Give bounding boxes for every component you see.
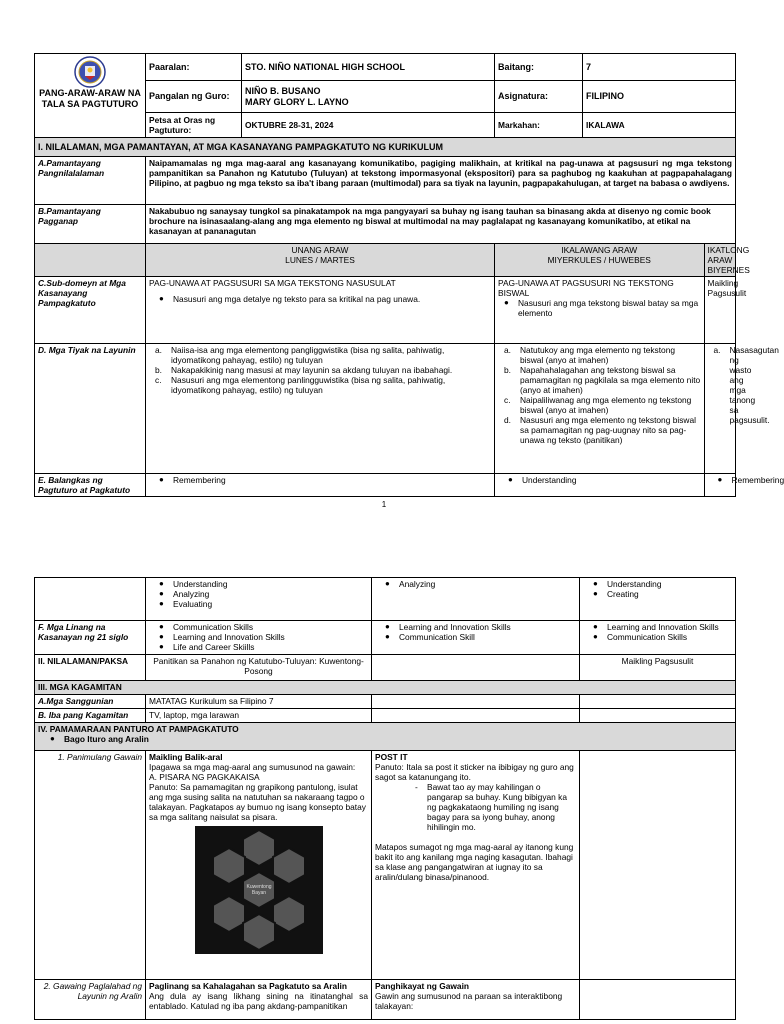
hex-center-label-1: Kuwentong <box>245 884 272 890</box>
d-row-inner <box>495 344 779 473</box>
objective-letter: b. <box>504 365 511 375</box>
d-row-day2 <box>495 344 704 473</box>
list-item: ● Remembering <box>732 475 733 485</box>
paaralan-value: STO. NIÑO NATIONAL HIGH SCHOOL <box>242 54 495 81</box>
panimulang-gawain-day2 <box>372 751 580 980</box>
balik-aral-title: Maikling Balik-aral <box>149 752 223 762</box>
bullet-list <box>583 622 732 642</box>
c-row-day3: Maikling Pagsusulit <box>707 278 747 298</box>
panimulang-gawain-day3 <box>580 751 736 980</box>
objective-text: Naipaliliwanag ang mga elemento ng tekstong biswal (anyo at imahen) <box>520 395 692 415</box>
objective-item <box>504 365 701 395</box>
objective-text: Nakapakikinig nang masusi at may layunin sa akdang tuluyan na ibabahagi. <box>171 365 453 375</box>
list-item: ● Analyzing <box>173 589 368 599</box>
pamantayang-pangnilalaman-label: A.Pamantayang Pangnilalalaman <box>35 157 146 205</box>
c-row-day2-3 <box>495 277 747 344</box>
post-it-question: - Bawat tao ay may kahilingan o pangarap sa buhay. Kung bibigyan ka ng pagkakataong humiling ng isang bagay para sa iyong buhay, anong hihilingin mo. <box>375 782 576 832</box>
objective-letter: c. <box>504 395 511 405</box>
objective-text: Nasusuri ang mga elementong panlingguwistika (bisa ng salita, pahiwatig, idyomatikong pahayag, estilo) ng tuluyan <box>171 375 446 395</box>
cont-row-day2 <box>372 578 580 621</box>
e-row-inner <box>495 474 784 496</box>
paaralan-label: Paaralan: <box>146 54 242 81</box>
list-item: ● Learning and Innovation Skills <box>173 632 368 642</box>
objective-item <box>504 415 701 445</box>
cont-row-day1 <box>146 578 372 621</box>
page-title: PANG-ARAW-ARAW NA TALA SA PAGTUTURO <box>39 88 141 109</box>
gawaing-paglalahad-day2 <box>372 980 580 1020</box>
bullet-list <box>375 622 576 642</box>
e-row-day2-3 <box>495 474 784 497</box>
guro-label: Pangalan ng Guro: <box>146 81 242 113</box>
objective-text: Nasusuri ang mga elemento ng tekstong biswal sa pamamagitan ng pag-uugnay nito sa pag-unawa ng teksto (panitikan) <box>520 415 696 445</box>
page-number: 1 <box>381 500 387 509</box>
d-row-label: D. Mga Tiyak na Layunin <box>35 344 146 474</box>
list-item: ● Communication Skills <box>607 632 732 642</box>
day-2-title: IKALAWANG ARAW <box>561 245 638 255</box>
guro-name-1: NIÑO B. BUSANO <box>245 85 321 96</box>
post-it-instruction: Panuto: Itala sa post it sticker na ibibigay ng guro ang sagot sa katanungang ito. <box>375 762 574 782</box>
list-item: ● Remembering <box>173 475 491 485</box>
sanggunian-label: A.Mga Sanggunian <box>35 695 146 709</box>
gawaing-paglalahad-label: 2. Gawaing Paglalahad ng Layunin ng Aralin <box>35 980 146 1020</box>
objective-item <box>155 375 491 395</box>
guro-name-2: MARY GLORY L. LAYNO <box>245 96 349 107</box>
cont-row-label <box>35 578 146 621</box>
baitang-label: Baitang: <box>495 54 583 81</box>
kagamitan-label: B. Iba pang Kagamitan <box>35 709 146 723</box>
guro-value <box>242 81 495 113</box>
day-3-header <box>704 244 750 276</box>
paglinang-title: Paglinang sa Kahalagahan sa Pagkatuto sa Aralin <box>149 981 347 991</box>
list-item: ● Nasusuri ang mga detalye ng teksto para sa kritikal na pag unawa. <box>173 294 491 304</box>
list-item: ● Evaluating <box>173 599 368 609</box>
cont-row-day3 <box>580 578 736 621</box>
c-row-day2-title: PAG-UNAWA AT PAGSUSURI NG TEKSTONG BISWAL <box>498 278 674 298</box>
objective-letter: b. <box>155 365 162 375</box>
objective-text: Natutukoy ang mga elemento ng tekstong biswal (anyo at imahen) <box>520 345 676 365</box>
list-item: ● Communication Skills <box>173 622 368 632</box>
f-row-label: F. Mga Linang na Kasanayan ng 21 siglo <box>35 621 146 655</box>
d-row-day2-list <box>498 345 701 445</box>
c-row-day1-list <box>149 294 491 304</box>
petsa-label: Petsa at Oras ng Pagtuturo: <box>146 113 242 138</box>
objective-item <box>504 345 701 365</box>
objective-text: Naiisa-isa ang mga elementong pangliggwistika (bisa ng salita, pahiwatig, idyomatikong pahayag, estilo) ng tuluyan <box>171 345 445 365</box>
kagamitan-day3 <box>580 709 736 723</box>
hex-center-label-2: Bayan <box>251 890 266 896</box>
section-1-title: I. NILALAMAN, MGA PAMANTAYAN, AT MGA KASANAYANG PAMPAGKATUTO NG KURIKULUM <box>35 138 736 157</box>
section-3-title: III. MGA KAGAMITAN <box>35 681 736 695</box>
header-title-cell <box>35 54 146 138</box>
list-item: ● Learning and Innovation Skills <box>399 622 576 632</box>
balik-aral-instruction: Ipagawa sa mga mag-aaral ang sumusunod na gawain: <box>149 762 356 772</box>
kagamitan-value: TV, laptop, mga larawan <box>146 709 372 723</box>
post-it-title: POST IT <box>375 752 408 762</box>
panghikayat-title: Panghikayat ng Gawain <box>375 981 470 991</box>
panimulang-gawain-day1 <box>146 751 372 980</box>
c-row-inner <box>495 277 747 343</box>
paglinang-text: Ang dula ay isang likhang sining na itinatanghal sa entablado. Katulad ng iba pang akdang-pampanitikan <box>149 991 368 1011</box>
pisara-instruction: Panuto: Sa pamamagitan ng grapikong pantulong, isulat ang mga susing salita na natutuhan sa nakaraang tagpo o talakayan. Pagkatapos ay bumuo ng isang konsepto batay sa mga salitang naisulat sa pisara. <box>149 782 366 822</box>
hexagon-graphic-organizer <box>195 826 323 954</box>
petsa-value: OKTUBRE 28-31, 2024 <box>242 113 495 138</box>
objective-letter: c. <box>155 375 162 385</box>
pamantayang-pagganap-text: Nakabubuo ng sanaysay tungkol sa pinakatampok na mga pangyayari sa buhay ng isang tauhan sa binasang akda at disenyo ng comic book brochure na isinasaalang-alang ang mga elemento ng biswal at multimodal na may paglalapat ng kasanayang komunikatibo, at etikal na kasanayan at pananagutan <box>146 205 736 244</box>
section-4-title <box>35 723 736 751</box>
objective-letter: a. <box>155 345 162 355</box>
panimulang-gawain-label: 1. Panimulang Gawain <box>35 751 146 980</box>
objective-text: Nasasagutan ng wasto ang mga tanong sa pagsusulit. <box>729 345 779 425</box>
lesson-plan-table-page2 <box>34 577 736 1020</box>
baitang-value: 7 <box>583 54 736 81</box>
pisara-heading: A. PISARA NG PAGKAKAISA <box>149 772 260 782</box>
sanggunian-day3 <box>580 695 736 709</box>
list-item: ● Communication Skill <box>399 632 576 642</box>
gawaing-paglalahad-day1 <box>146 980 372 1020</box>
day-1-title: UNANG ARAW <box>291 245 349 255</box>
list-item: ● Learning and Innovation Skills <box>607 622 732 632</box>
section-2-label: II. NILALAMAN/PAKSA <box>35 655 146 681</box>
markahan-value: IKALAWA <box>583 113 736 138</box>
d-row-day1-list <box>149 345 491 395</box>
sanggunian-day2 <box>372 695 580 709</box>
objective-text: Napahahalagahan ang tekstong biswal sa pamamagitan ng pagkilala sa mga elemento nito (anyo at imahen) <box>520 365 701 395</box>
bago-ituro-label: ● Bago Ituro ang Aralin <box>64 734 732 744</box>
list-item: ● Analyzing <box>399 579 576 589</box>
markahan-label: Markahan: <box>495 113 583 138</box>
asignatura-label: Asignatura: <box>495 81 583 113</box>
sanggunian-value: MATATAG Kurikulum sa Filipino 7 <box>146 695 372 709</box>
post-it-followup: Matapos sumagot ng mga mag-aaral ay itanong kung bakit ito ang kanilang mga naging kasagutan. Ibahagi sa klase ang pangangatwiran at iugnay ito sa aralin/dulang binasa/pinanood. <box>375 842 574 882</box>
day-2-3-inner <box>495 244 750 276</box>
kagamitan-day2 <box>372 709 580 723</box>
list-item: ● Nasusuri ang mga tekstong biswal batay sa mga elemento <box>518 298 701 318</box>
bullet-list <box>375 579 576 589</box>
section-2-day2 <box>372 655 580 681</box>
day-2-3-header <box>495 244 750 277</box>
section-2-day3: Maikling Pagsusulit <box>580 655 736 681</box>
pamantayang-pagganap-label: B.Pamantayang Pagganap <box>35 205 146 244</box>
f-row-day2 <box>372 621 580 655</box>
objective-item <box>504 395 701 415</box>
list-item: ● Life and Career Skiills <box>173 642 368 652</box>
objective-item <box>155 345 491 365</box>
list-item: ● Understanding <box>607 579 732 589</box>
c-row-day2 <box>495 277 704 343</box>
c-row-day2-list <box>498 298 701 318</box>
objective-item <box>713 345 779 425</box>
d-row-day3 <box>704 344 779 473</box>
list-item: ● Understanding <box>173 579 368 589</box>
d-row-day3-list <box>708 345 779 425</box>
bullet-list <box>149 622 368 652</box>
lesson-plan-table-page1 <box>34 53 784 497</box>
bullet-list <box>149 579 368 609</box>
deped-seal-logo <box>74 56 106 88</box>
day-1-days: LUNES / MARTES <box>285 255 355 265</box>
c-row-day1 <box>146 277 495 344</box>
list-item: ● Creating <box>607 589 732 599</box>
e-row-day1 <box>146 474 495 497</box>
e-row-day2 <box>495 474 704 496</box>
section-4-heading: IV. PAMAMARAAN PANTURO AT PAMPAGKATUTO <box>38 724 239 734</box>
day-2-days: MIYERKULES / HUWEBES <box>547 255 651 265</box>
f-row-day3 <box>580 621 736 655</box>
d-row-day2-3 <box>495 344 779 474</box>
objective-item <box>155 365 491 375</box>
pamantayang-pangnilalaman-text: Naipamamalas ng mga mag-aaral ang kasanayang komunikatibo, pagiging malikhain, at kritikal na pag-unawa at pagsusuri ng mga tekstong pampanitikan sa Panahon ng Katutubo (Tuluyan) at tekstong impormasyonal (ekspositori) para sa paghubog ng kaakuhan at pagpapahalagang Pilipino, at pagbuo ng mga teksto sa iba't ibang paraan (multimodal) para sa tiyak na layunin, pagpapakahulugan, at target na babasa o awdiyens. <box>146 157 736 205</box>
objective-letter: d. <box>504 415 511 425</box>
asignatura-value: FILIPINO <box>583 81 736 113</box>
gawaing-paglalahad-day3 <box>580 980 736 1020</box>
objective-letter: a. <box>713 345 721 355</box>
section-2-day1: Panitikan sa Panahon ng Katutubo-Tuluyan: Kuwentong-Posong <box>146 655 372 681</box>
c-row-day1-title: PAG-UNAWA AT PAGSUSURI SA MGA TEKSTONG NASUSULAT <box>149 278 396 288</box>
day-1-header <box>146 244 495 277</box>
day-3-title: IKATLONG ARAW <box>707 245 750 265</box>
day-2-header <box>495 244 704 276</box>
e-row-label: E. Balangkas ng Pagtuturo at Pagkatuto <box>35 474 146 497</box>
bullet-list <box>583 579 732 599</box>
d-row-day1 <box>146 344 495 474</box>
objective-letter: a. <box>504 345 511 355</box>
e-row-day3 <box>704 474 784 496</box>
day-3-days: BIYERNES <box>707 265 750 275</box>
list-item: ● Understanding <box>522 475 701 485</box>
day-header-blank <box>35 244 146 277</box>
c-row-label: C.Sub-domeyn at Mga Kasanayang Pampagkatuto <box>35 277 146 344</box>
panghikayat-text: Gawin ang sumusunod na paraan sa interaktibong talakayan: <box>375 991 563 1011</box>
f-row-day1 <box>146 621 372 655</box>
